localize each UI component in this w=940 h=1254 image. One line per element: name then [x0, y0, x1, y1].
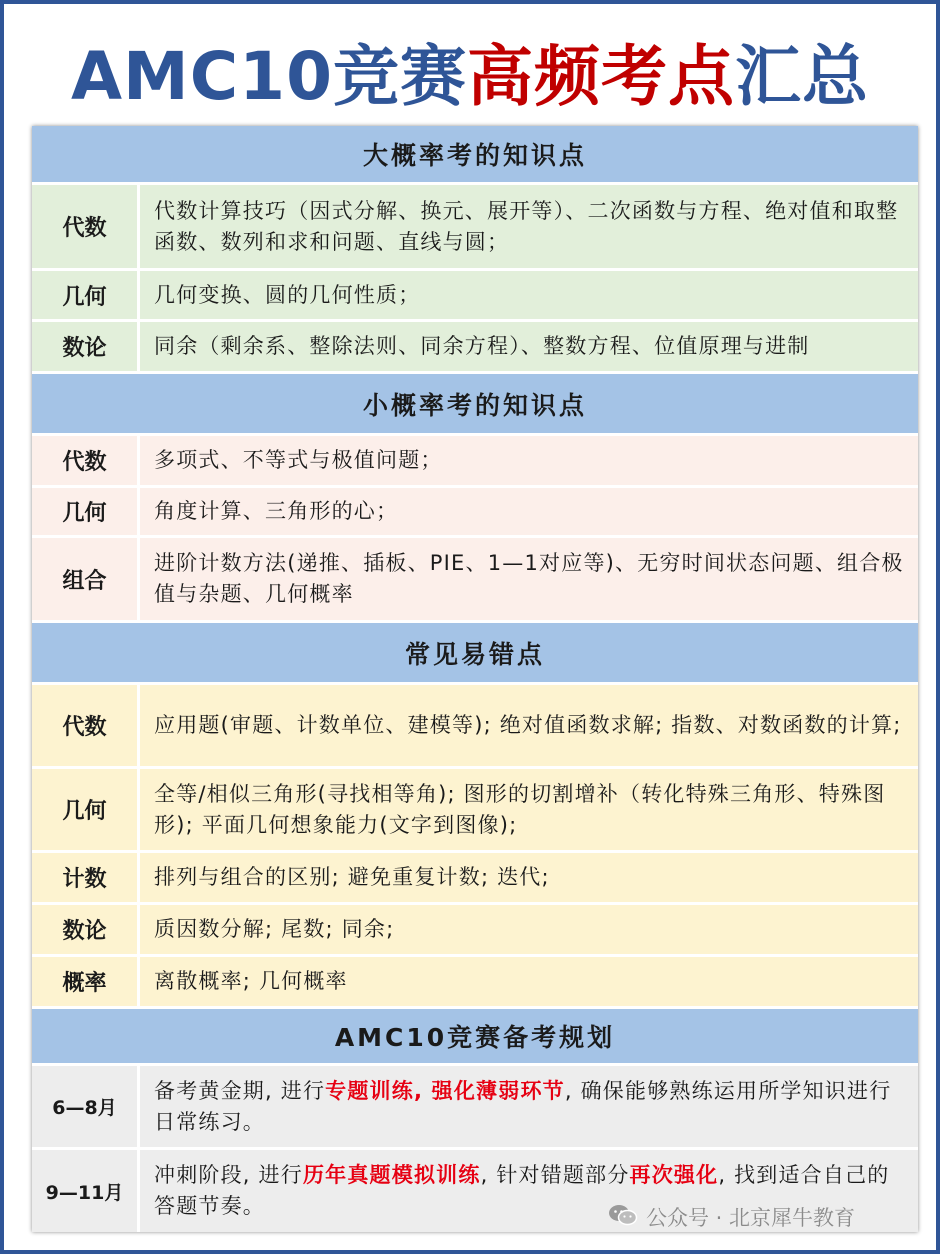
- plan-highlight: 专题训练, 强化薄弱环节: [325, 1078, 565, 1103]
- knowledge-table: [32, 126, 918, 1232]
- row-description: 几何变换、圆的几何性质；: [154, 282, 421, 307]
- table-row: [32, 1066, 918, 1150]
- section-header-low-probability: 小概率考的知识点: [32, 374, 918, 436]
- row-description: 多项式、不等式与极值问题；: [154, 448, 443, 472]
- table-row: [32, 271, 918, 322]
- title-part-1: AMC10竞赛: [70, 38, 468, 115]
- plan-text: , 找到适合自己的答题节奏。: [154, 1163, 890, 1218]
- row-category: 几何: [32, 769, 140, 850]
- table-row: [32, 488, 918, 538]
- plan-text: , 确保能够熟练运用所学知识进行日常练习。: [154, 1078, 892, 1134]
- wechat-icon: [608, 1203, 638, 1232]
- row-description: 离散概率; 几何概率: [154, 969, 348, 993]
- table-row: [32, 436, 918, 488]
- plan-highlight: 再次强化: [629, 1163, 719, 1187]
- row-category: 计数: [32, 853, 140, 902]
- row-description: 同余（剩余系、整除法则、同余方程）、整数方程、位值原理与进制: [154, 334, 810, 358]
- watermark-text: 公众号 · 北京犀牛教育: [646, 1206, 856, 1230]
- section-header-common-errors: 常见易错点: [32, 623, 918, 685]
- row-description: 应用题(审题、计数单位、建模等); 绝对值函数求解; 指数、对数函数的计算;: [154, 713, 902, 737]
- row-category: 9—11月: [32, 1150, 140, 1232]
- title-part-3: 汇总: [735, 38, 870, 115]
- plan-text: 冲刺阶段, 进行: [154, 1163, 303, 1187]
- row-category: 代数: [32, 436, 140, 485]
- table-row: [32, 957, 918, 1009]
- row-category: 几何: [32, 488, 140, 535]
- table-row: [32, 769, 918, 853]
- watermark: [608, 1202, 855, 1232]
- title-part-2: 高频考点: [467, 38, 736, 115]
- row-description: 角度计算、三角形的心；: [154, 499, 399, 523]
- section-header-high-probability: 大概率考的知识点: [32, 126, 918, 185]
- row-description: [140, 1066, 918, 1147]
- row-description: 代数计算技巧（因式分解、换元、展开等）、二次函数与方程、绝对值和取整函数、数列和求和问题、直线与圆；: [154, 198, 899, 254]
- table-row: [32, 685, 918, 769]
- plan-text: 备考黄金期, 进行: [154, 1078, 326, 1103]
- table-row: [32, 853, 918, 905]
- page-title: [4, 36, 936, 118]
- row-category: 概率: [32, 957, 140, 1006]
- table-row: [32, 185, 918, 271]
- row-category: 几何: [32, 271, 140, 319]
- row-category: 组合: [32, 538, 140, 620]
- table-row: [32, 322, 918, 374]
- plan-text: , 针对错题部分: [480, 1163, 630, 1187]
- row-category: 数论: [32, 322, 140, 371]
- table-row: [32, 905, 918, 957]
- row-category: 代数: [32, 685, 140, 766]
- row-category: 6—8月: [32, 1066, 140, 1147]
- plan-highlight: 历年真题模拟训练: [302, 1163, 481, 1187]
- row-category: 数论: [32, 905, 140, 954]
- table-row: [32, 538, 918, 623]
- row-description: 排列与组合的区别; 避免重复计数; 迭代;: [154, 865, 550, 889]
- row-category: 代数: [32, 185, 140, 268]
- section-header-study-plan: AMC10竞赛备考规划: [32, 1009, 918, 1066]
- row-description: 全等/相似三角形(寻找相等角); 图形的切割增补（转化特殊三角形、特殊图形); 平面几何想象能力(文字到图像);: [154, 781, 886, 837]
- row-description: 质因数分解; 尾数; 同余;: [154, 917, 395, 941]
- row-description: 进阶计数方法(递推、插板、PIE、1—1对应等)、无穷时间状态问题、组合极值与杂题、几何概率: [154, 551, 904, 606]
